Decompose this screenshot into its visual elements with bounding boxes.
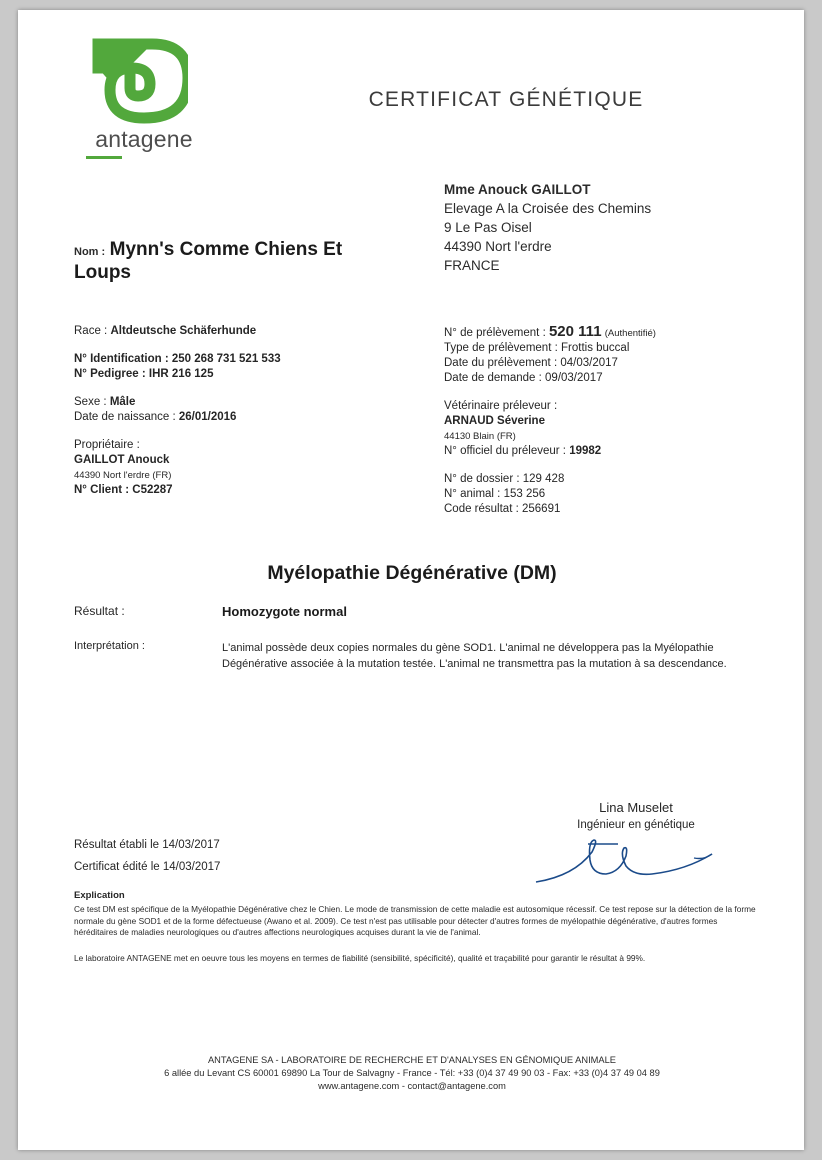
request-date-label: Date de demande :: [444, 372, 542, 384]
certificate-page: [18, 10, 804, 1150]
addressee-name: Mme Anouck GAILLOT: [444, 182, 591, 197]
addressee-line4: FRANCE: [444, 258, 500, 273]
footer-line-1: ANTAGENE SA - LABORATOIRE DE RECHERCHE ET D'ANALYSES EN GÉNOMIQUE ANIMALE: [207, 1055, 616, 1065]
request-date-row: [444, 371, 774, 386]
birth-row: [74, 410, 414, 425]
interpretation-value: L'animal possède deux copies normales du gène SOD1. L'animal ne développera pas la Myélopathie Dégénérative associée à la mutation testée. L'animal ne transmettra pas la mutation à sa descendance.: [222, 642, 727, 670]
owner-group: [74, 438, 414, 498]
result-label: Résultat :: [74, 604, 125, 618]
sample-date-label: Date du prélèvement :: [444, 357, 558, 369]
breed-label: Race :: [74, 325, 108, 337]
logo-underline: [86, 156, 122, 159]
owner-name: GAILLOT Anouck: [74, 454, 170, 466]
footer-line-2: 6 allée du Levant CS 60001 69890 La Tour de Salvagny - France - Tél: +33 (0)4 37 49 90 03 - Fax: +33 (0)4 37 49 04 89: [164, 1068, 660, 1078]
antagene-logo: [74, 38, 214, 158]
vet-number-label: N° officiel du préleveur :: [444, 445, 567, 457]
animal-name-value: Mynn's Comme Chiens Et Loups: [74, 239, 343, 283]
addressee-line2: 9 Le Pas Oisel: [444, 220, 532, 235]
client-row: [74, 483, 414, 498]
wordmark-part-2: gene: [140, 126, 193, 152]
file-label: N° de dossier :: [444, 473, 520, 485]
file-group: [444, 472, 774, 517]
signatory-name: Lina Muselet: [599, 800, 673, 815]
issued-date: Certificat édité le 14/03/2017: [74, 861, 221, 873]
established-date: Résultat établi le 14/03/2017: [74, 839, 220, 851]
birth-label: Date de naissance :: [74, 411, 176, 423]
vet-group: [444, 399, 774, 459]
owner-address: 44390 Nort l'erdre (FR): [74, 470, 172, 481]
client-label: N° Client :: [74, 484, 130, 496]
sample-number-value: 520 111: [548, 323, 602, 340]
sample-type-label: Type de prélèvement :: [444, 342, 558, 354]
sex-label: Sexe :: [74, 396, 107, 408]
pedigree-label: N° Pedigree :: [74, 368, 146, 380]
antagene-logo-icon: [92, 38, 188, 124]
vet-name: ARNAUD Séverine: [444, 415, 545, 427]
sex-value: Mâle: [109, 396, 136, 408]
file-value: 129 428: [522, 473, 565, 485]
owner-label: Propriétaire :: [74, 439, 140, 451]
explanation-body: Ce test DM est spécifique de la Myélopathie Dégénérative chez le Chien. Le mode de transmission de cette maladie est autosomique récessif. Ce test repose sur la détection de la forme normale du gène SOD1 et de la forme défectueuse (Awano et al. 2009). Ce test n'est pas utilisable pour détecter d'autres formes de myélopathie dégénérative, d'autres formes héréditaires de maladies neurologiques ou d'autres affections neurologiques acquises durant la vie de l'animal.: [74, 904, 756, 937]
explanation-title: Explication: [74, 890, 125, 901]
sample-type-row: [444, 341, 774, 356]
identification-group: [74, 352, 414, 382]
identification-row: [74, 352, 414, 367]
result-code-row: [444, 502, 774, 517]
dates-block: [74, 834, 220, 878]
request-date-value: 09/03/2017: [545, 372, 603, 384]
page-title: CERTIFICAT GÉNÉTIQUE: [368, 88, 644, 111]
breed-row: [74, 324, 414, 339]
sample-date-row: [444, 356, 774, 371]
sample-number-label: N° de prélèvement :: [444, 327, 546, 339]
identification-label: N° Identification :: [74, 353, 169, 365]
sex-row: [74, 395, 414, 410]
test-title: Myélopathie Dégénérative (DM): [267, 562, 557, 584]
vet-label: Vétérinaire préleveur :: [444, 400, 558, 412]
addressee-block: [444, 180, 651, 275]
animal-number-label: N° animal :: [444, 488, 501, 500]
vet-number-row: [444, 444, 774, 459]
client-value: C52287: [132, 484, 173, 496]
interpretation-label: Interprétation :: [74, 640, 145, 652]
animal-name-block: [74, 238, 404, 284]
result-code-value: 256691: [522, 503, 561, 515]
antagene-wordmark: [74, 126, 214, 153]
addressee-line1: Elevage A la Croisée des Chemins: [444, 201, 652, 216]
animal-info-column: [74, 324, 414, 511]
sample-authenticated-badge: (Authentifié): [604, 328, 656, 339]
sample-date-value: 04/03/2017: [560, 357, 618, 369]
vet-address: 44130 Blain (FR): [444, 431, 516, 442]
sample-group: [444, 324, 774, 386]
sample-type-value: Frottis buccal: [561, 342, 630, 354]
page-footer: [56, 1054, 768, 1093]
result-value: Homozygote normal: [222, 604, 347, 619]
vet-number-value: 19982: [569, 445, 602, 457]
explanation-block: [74, 890, 758, 964]
animal-number-row: [444, 487, 774, 502]
breed-value: Altdeutsche Schäferhunde: [110, 325, 257, 337]
signatory-role: Ingénieur en génétique: [577, 819, 695, 831]
certificate-content: [56, 10, 768, 1150]
birth-value: 26/01/2016: [178, 411, 237, 423]
wordmark-part-1: anta: [95, 126, 141, 152]
sample-info-column: [444, 324, 774, 530]
animal-name-label: Nom :: [74, 246, 106, 258]
sex-birth-group: [74, 395, 414, 425]
animal-number-value: 153 256: [503, 488, 546, 500]
explanation-note: Le laboratoire ANTAGENE met en oeuvre tous les moyens en termes de fiabilité (sensibilité, spécificité), qualité et traçabilité pour garantir le résultat à 99%.: [74, 952, 646, 963]
footer-line-3[interactable]: www.antagene.com - contact@antagene.com: [318, 1081, 506, 1091]
pedigree-row: [74, 367, 414, 382]
signature-icon: [526, 830, 746, 890]
result-code-label: Code résultat :: [444, 503, 519, 515]
addressee-line3: 44390 Nort l'erdre: [444, 239, 552, 254]
pedigree-value: IHR 216 125: [148, 368, 214, 380]
sample-number-row: [444, 324, 774, 341]
file-row: [444, 472, 774, 487]
identification-value: 250 268 731 521 533: [171, 353, 281, 365]
